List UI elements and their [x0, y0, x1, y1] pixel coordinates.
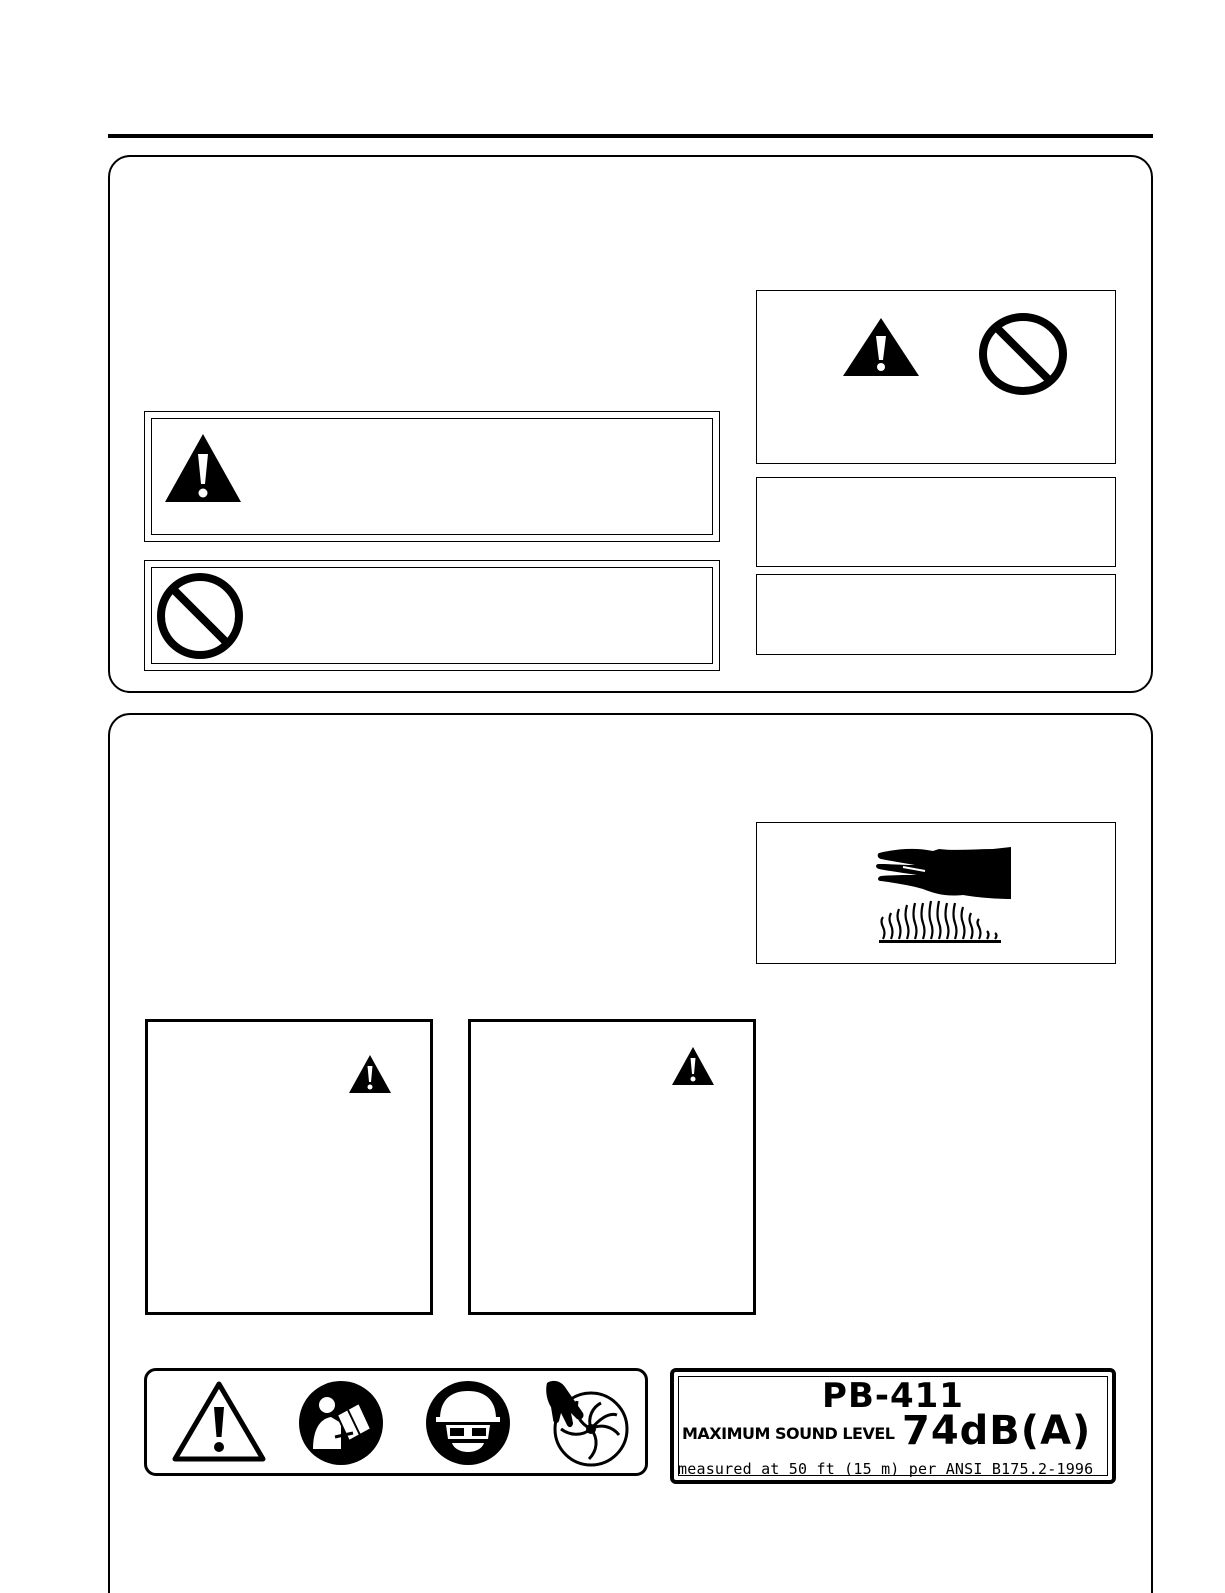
- warning-label-box-2: [468, 1019, 756, 1315]
- symbols-box: [756, 290, 1116, 464]
- sound-level-label-plate: [670, 1368, 1116, 1484]
- warning-label-box-1: [145, 1019, 433, 1315]
- hand-fan-hazard-icon: [543, 1377, 633, 1469]
- warning-triangle-icon: [348, 1054, 392, 1094]
- symbol-description-box-1: [756, 477, 1116, 567]
- read-manual-icon: [297, 1379, 385, 1467]
- sound-level-value: 74dB(A): [902, 1408, 1092, 1454]
- model-number: PB-411: [822, 1376, 964, 1416]
- measurement-note: measured at 50 ft (15 m) per ANSI B175.2-1996: [678, 1460, 1094, 1478]
- warning-triangle-icon: [841, 316, 921, 378]
- hot-surface-hand-icon: [875, 843, 1015, 947]
- sound-level-label: MAXIMUM SOUND LEVEL: [682, 1424, 895, 1443]
- warning-triangle-icon: [163, 432, 243, 504]
- pictogram-plate: [144, 1368, 648, 1476]
- warning-notice-box: [144, 411, 720, 542]
- warning-triangle-icon: [171, 1379, 267, 1463]
- symbol-description-box-2: [756, 574, 1116, 655]
- prohibition-notice-box: [144, 560, 720, 671]
- prohibition-circle-icon: [977, 311, 1069, 397]
- warning-triangle-icon: [671, 1046, 715, 1086]
- header-rule: [108, 134, 1153, 138]
- helmet-goggles-icon: [424, 1379, 512, 1467]
- prohibition-circle-icon: [155, 571, 245, 661]
- hot-surface-box: [756, 822, 1116, 964]
